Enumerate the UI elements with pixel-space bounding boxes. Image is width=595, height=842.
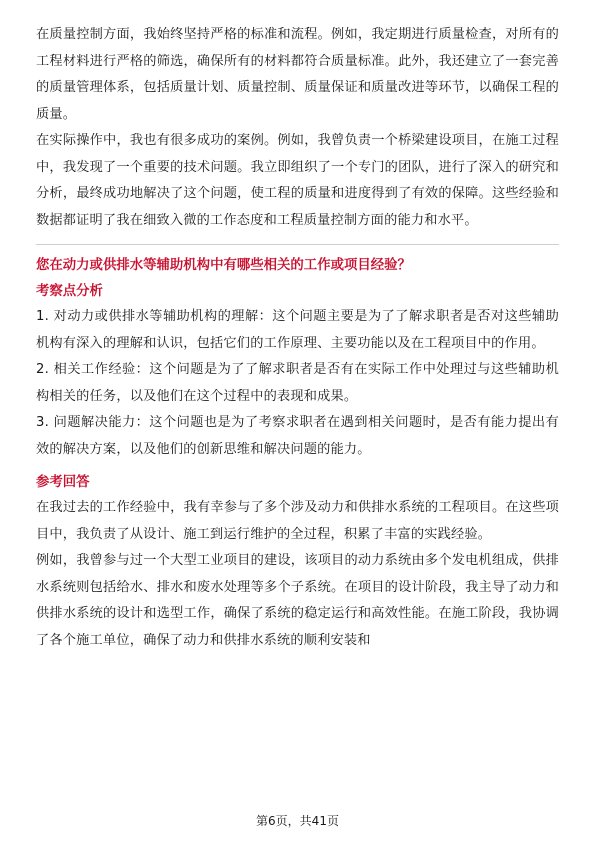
analysis-item: 2. 相关工作经验：这个问题是为了了解求职者是否有在实际工作中处理过与这些辅助机构相关的任务，以及他们在这个过程中的表现和成果。 [36, 362, 559, 404]
section-divider [36, 244, 559, 245]
analysis-item: 3. 问题解决能力：这个问题也是为了考察求职者在遇到相关问题时，是否有能力提出有效的解决方案，以及他们的创新思维和解决问题的能力。 [36, 415, 559, 457]
answer-paragraph: 例如，我曾参与过一个大型工业项目的建设，该项目的动力系统由多个发电机组成，供排水系统则包括给水、排水和废水处理等多个子系统。在项目的设计阶段，我主导了动力和供排水系统的设计和选型工作，确保了系统的稳定运行和高效性能。在施工阶段，我协调了各个施工单位，确保了动力和供排水系统的顺利安装和 [36, 553, 559, 648]
analysis-title: 考察点分析 [36, 284, 103, 299]
answer-title: 参考回答 [36, 475, 90, 490]
intro-paragraph: 在实际操作中，我也有很多成功的案例。例如，我曾负责一个桥梁建设项目，在施工过程中，我发现了一个重要的技术问题。我立即组织了一个专门的团队，进行了深入的研究和分析，最终成功地解决了这个问题，使工程的质量和进度得到了有效的保障。这些经验和数据都证明了我在细致入微的工作态度和工程质量控制方面的能力和水平。 [36, 133, 559, 228]
question-heading: 您在动力或供排水等辅助机构中有哪些相关的工作或项目经验？ [36, 258, 411, 273]
answer-paragraph: 在我过去的工作经验中，我有幸参与了多个涉及动力和供排水系统的工程项目。在这些项目中，我负责了从设计、施工到运行维护的全过程，积累了丰富的实践经验。 [36, 500, 559, 542]
page-footer: 第6页，共41页 [256, 814, 339, 828]
analysis-item: 1. 对动力或供排水等辅助机构的理解：这个问题主要是为了了解求职者是否对这些辅助机构有深入的理解和认识，包括它们的工作原理、主要功能以及在工程项目中的作用。 [36, 309, 559, 351]
document-page [36, 22, 559, 654]
intro-paragraph: 在质量控制方面，我始终坚持严格的标准和流程。例如，我定期进行质量检查，对所有的工程材料进行严格的筛选，确保所有的材料都符合质量标准。此外，我还建立了一套完善的质量管理体系，包括质量计划、质量控制、质量保证和质量改进等环节，以确保工程的质量。 [36, 27, 559, 122]
